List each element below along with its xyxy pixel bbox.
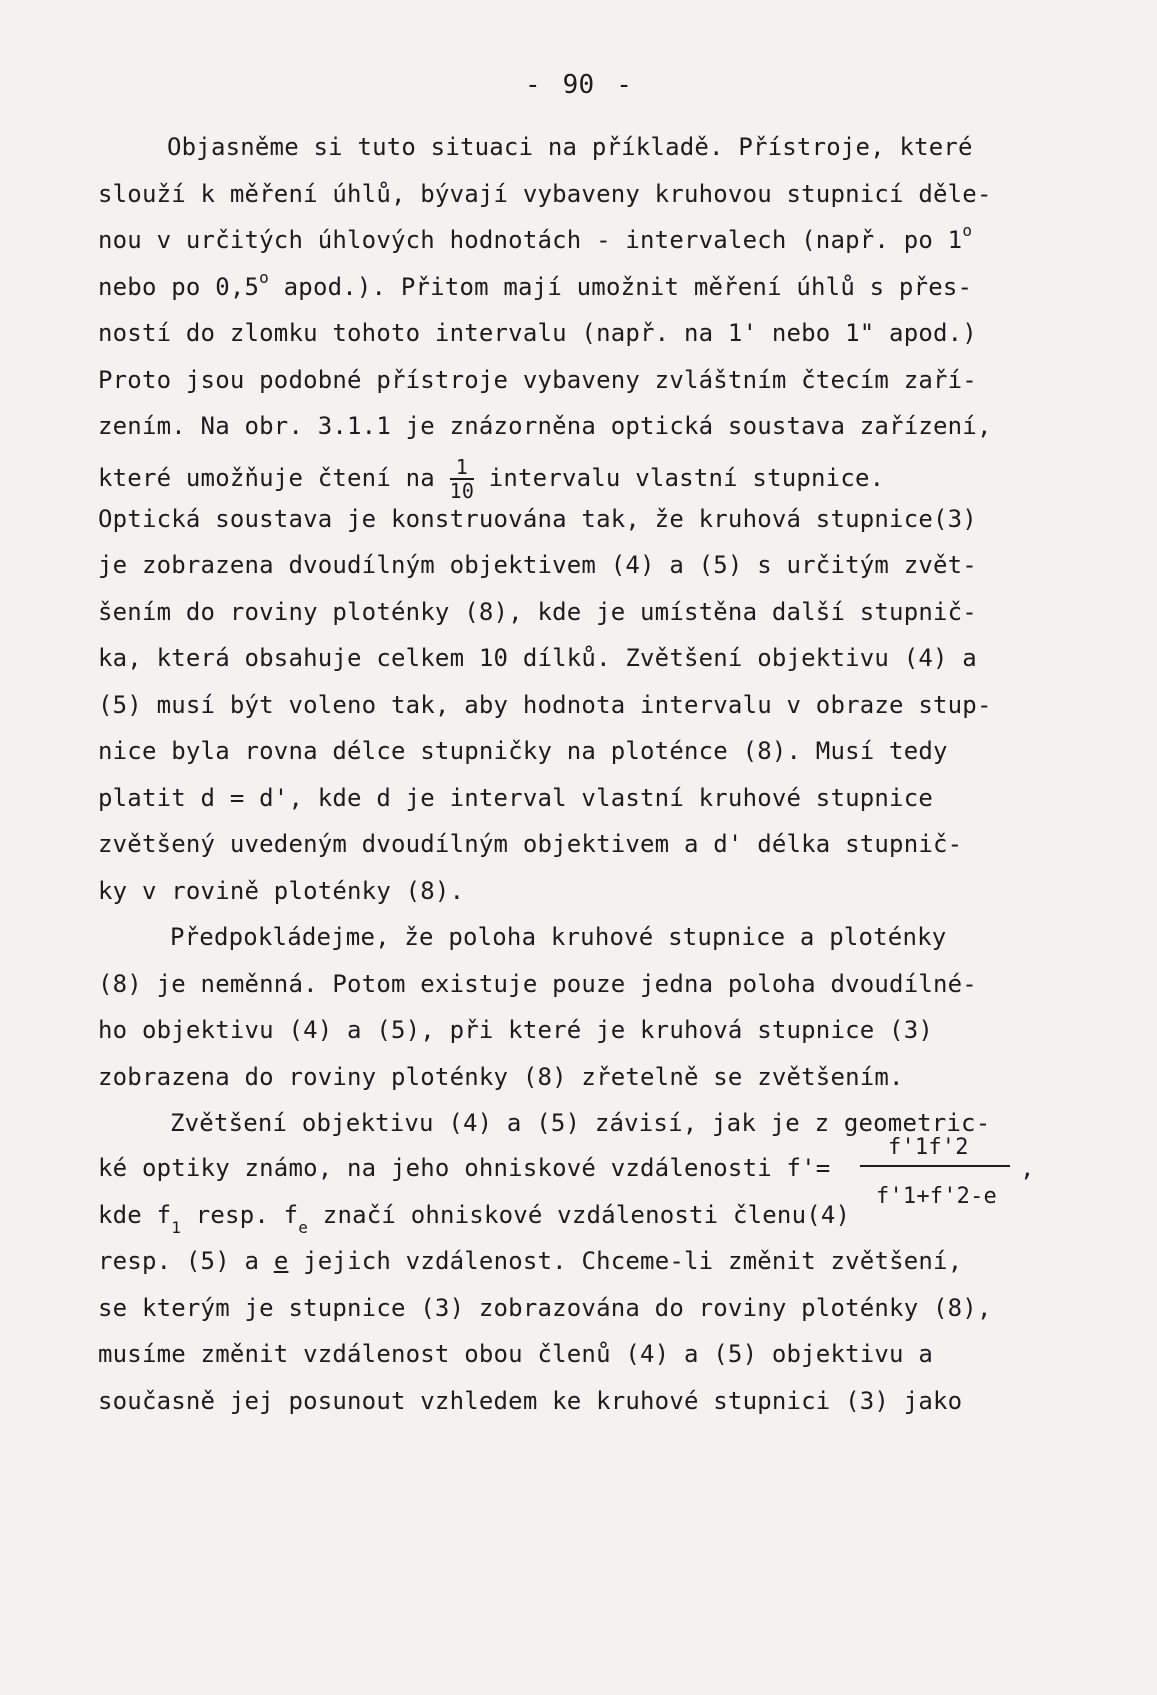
text-line-1: Objasněme si tuto situaci na příkladě. Přístroje, které	[167, 133, 973, 161]
text-line-8-start: které umožňuje čtení na	[98, 464, 435, 492]
text-line-27: musíme změnit vzdálenost obou členů (4) a (5) objektivu a	[98, 1340, 934, 1368]
formula-fraction-bar	[860, 1165, 1010, 1167]
text-line-4-rest: apod.). Přitom mají umožnit měření úhlů s přes-	[283, 273, 973, 301]
text-line-24	[98, 1199, 851, 1237]
text-line-8-end: intervalu vlastní stupnice.	[488, 464, 885, 492]
text-line-9: Optická soustava je konstruována tak, že kruhová stupnice(3)	[98, 505, 977, 533]
formula-denominator: f'1+f'2-e	[876, 1184, 998, 1209]
degree-superscript-2: o	[259, 268, 269, 287]
text-line-5: ností do zlomku tohoto intervalu (např. na 1' nebo 1" apod.)	[98, 319, 977, 347]
text-line-3-main: nou v určitých úhlových hodnotách - intervalech (např. po 1	[98, 226, 963, 254]
text-line-25-b: jejich vzdálenost. Chceme-li změnit zvětšení,	[303, 1247, 963, 1275]
text-line-13: (5) musí být voleno tak, aby hodnota intervalu v obraze stup-	[98, 691, 992, 719]
text-line-28: současně jej posunout vzhledem ke kruhové stupnici (3) jako	[98, 1387, 963, 1415]
text-line-25-a: resp. (5) a	[98, 1247, 260, 1275]
text-line-17: ky v rovině ploténky (8).	[98, 877, 465, 905]
text-line-22: Zvětšení objektivu (4) a (5) závisí, jak je z geometric-	[170, 1109, 991, 1137]
text-line-7: zením. Na obr. 3.1.1 je znázorněna optická soustava zařízení,	[98, 412, 992, 440]
text-line-6: Proto jsou podobné přístroje vybaveny zvláštním čtecím zaří-	[98, 366, 977, 394]
text-line-14: nice byla rovna délce stupničky na ploténce (8). Musí tedy	[98, 737, 948, 765]
text-line-18: Předpokládejme, že poloha kruhové stupnice a ploténky	[170, 923, 947, 951]
text-line-24-c: značí ohniskové vzdálenosti členu(4)	[322, 1201, 851, 1229]
text-line-8	[98, 456, 884, 502]
text-line-12: ka, která obsahuje celkem 10 dílků. Zvětšení objektivu (4) a	[98, 644, 977, 672]
text-line-21: zobrazena do roviny ploténky (8) zřetelně se zvětšením.	[98, 1063, 904, 1091]
text-line-10: je zobrazena dvoudílným objektivem (4) a (5) s určitým zvět-	[98, 551, 977, 579]
text-line-20: ho objektivu (4) a (5), při které je kruhová stupnice (3)	[98, 1016, 934, 1044]
text-line-19: (8) je neměnná. Potom existuje pouze jedna poloha dvoudílné-	[98, 970, 977, 998]
formula-comma: ,	[1020, 1154, 1035, 1182]
text-line-25	[98, 1245, 962, 1277]
subscript-e: e	[298, 1218, 309, 1237]
formula-numerator: f'1f'2	[888, 1135, 969, 1160]
text-line-15: platit d = d', kde d je interval vlastní kruhové stupnice	[98, 784, 934, 812]
text-line-4-main: nebo po 0,5	[98, 273, 260, 301]
subscript-1: 1	[171, 1218, 182, 1237]
text-line-23: ké optiky známo, na jeho ohniskové vzdálenosti f'=	[98, 1154, 831, 1182]
variable-e: e	[273, 1247, 289, 1275]
page-number: - 90 -	[524, 70, 633, 100]
degree-superscript: o	[962, 221, 973, 240]
text-line-2: slouží k měření úhlů, bývají vybaveny kruhovou stupnicí děle-	[98, 180, 992, 208]
text-line-4	[98, 268, 973, 306]
fraction-one-tenth: $\frac{1}{10}$	[449, 455, 475, 503]
text-line-3	[98, 221, 973, 259]
text-line-24-a: kde f	[98, 1201, 172, 1229]
text-line-16: zvětšený uvedeným dvoudílným objektivem a d' délka stupnič-	[98, 830, 963, 858]
text-line-11: šením do roviny ploténky (8), kde je umístěna další stupnič-	[98, 598, 977, 626]
text-line-24-b: resp. f	[195, 1201, 299, 1229]
text-line-26: se kterým je stupnice (3) zobrazována do roviny ploténky (8),	[98, 1294, 992, 1322]
